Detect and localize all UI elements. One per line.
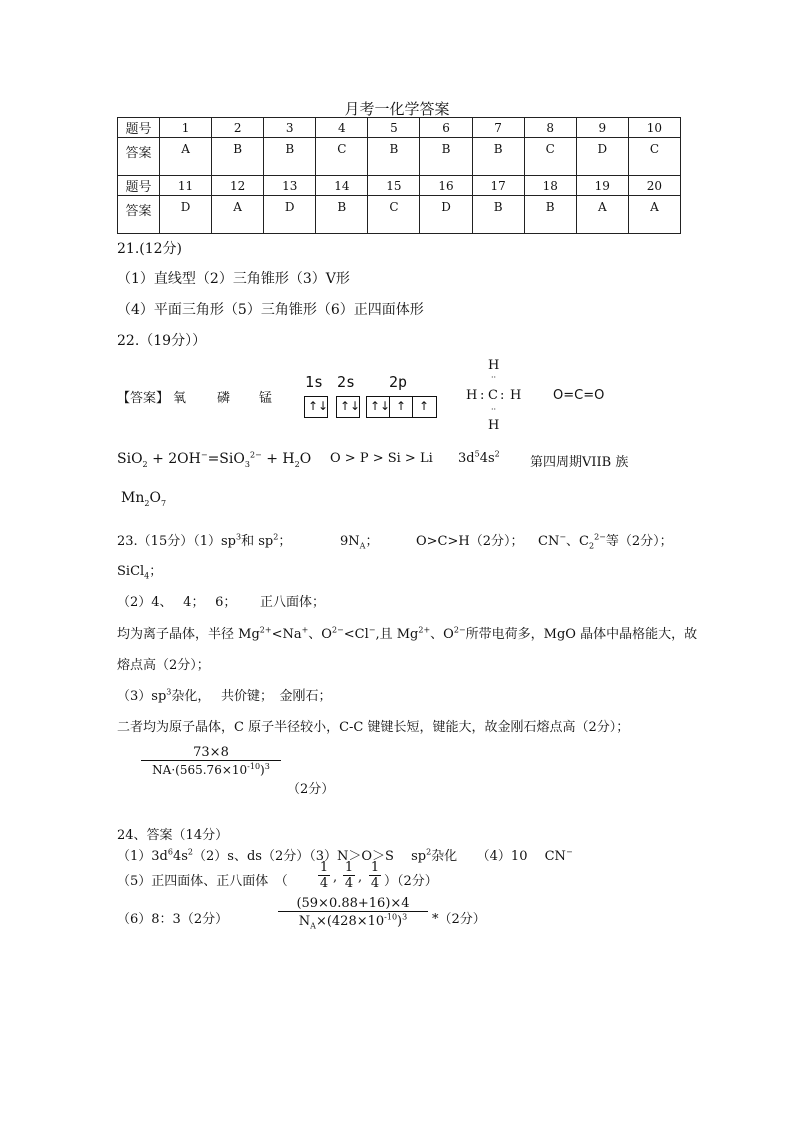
q23-na (340, 530, 378, 549)
q23-line-3: 均为离子晶体，半径 $Mg^{2+}<Na^+$、$O^{2-}<Cl^-$,且 $Mg^{2+}$、$O^{2-}$所带电荷多，MgO 晶体中晶格能大，故 (117, 625, 698, 642)
q24-frac-b-num: 1 (344, 860, 354, 875)
table-cell: B (264, 138, 316, 176)
q22-element-manganese: 锰 (259, 391, 273, 406)
q24-l1a: （1）3d (117, 849, 168, 864)
q23-cn-mid: 、C (566, 534, 589, 549)
q24-frac-a (318, 860, 330, 891)
q23-l3g: 所带电荷多，MgO 晶体中晶格能大，故 (465, 627, 698, 642)
q23-line-4: 熔点高（2分）； (117, 658, 210, 673)
config-4s: 4s (479, 451, 495, 466)
q24-frac2-den-sub: A (310, 921, 316, 931)
table-cell: A (160, 138, 212, 176)
spin-pair-arrows-icon: ↑↓ (340, 399, 361, 413)
table-cell: 10 (628, 118, 680, 138)
q23-cn-tail: 等（2分）； (605, 534, 673, 549)
q23-na-value: 9N (340, 534, 360, 549)
table-cell: D (264, 196, 316, 234)
table-cell: 12 (212, 176, 264, 196)
q23-head: 23.（15分）（1）sp (117, 534, 236, 549)
q24-comma-1: , (333, 870, 338, 885)
table-cell: C (316, 138, 368, 176)
lewis-c: C (488, 388, 498, 403)
table-cell: B (472, 138, 524, 176)
q24-l1b: 4s (172, 849, 188, 864)
q23-cn-text: CN (538, 534, 560, 549)
lewis-colon-left: : (480, 388, 485, 403)
orbital-label-2p: 2p (389, 373, 408, 391)
q22-order: O > P > Si > Li (330, 451, 433, 466)
q23-l3d: <Cl (343, 627, 369, 642)
q22-config: $3d^54s^2$ (458, 449, 500, 466)
table-cell: 20 (628, 176, 680, 196)
table-cell: B (212, 138, 264, 176)
orbital-box-2p (366, 396, 437, 418)
orbital-box-1s (304, 396, 328, 418)
table-cell: B (368, 138, 420, 176)
lewis-dots-bottom: ·· (491, 405, 497, 414)
q22-element-oxygen: 氧 (173, 391, 187, 406)
q23-line-5: $(3)sp^3$杂化， 共价键； 金刚石； (117, 687, 332, 704)
q24-line-1: $(1)3d^64s^2(2)s$、ds（2分）（3）N＞O＞S $sp^2$杂化 （4）10 CN− (117, 847, 573, 864)
table-cell: 6 (420, 118, 472, 138)
table-cell: 17 (472, 176, 524, 196)
lewis-dots-top: ·· (491, 373, 497, 382)
q24-frac-c (369, 860, 381, 891)
q24-comma-2: , (358, 870, 363, 885)
table-cell: A (576, 196, 628, 234)
table-cell: 19 (576, 176, 628, 196)
table-cell: 11 (160, 176, 212, 196)
q24-l1c: （2）s、ds（2分）（3）N＞O＞S sp (193, 849, 427, 864)
table-cell: C (628, 138, 680, 176)
q24-frac-b-den: 4 (344, 876, 354, 891)
spin-pair-arrows-icon: ↑↓ (370, 399, 391, 413)
page-title: 月考一化学答案 (344, 100, 450, 118)
q23-na-sub: A (359, 541, 366, 551)
table-cell: 18 (524, 176, 576, 196)
table-cell: B (316, 196, 368, 234)
lewis-h-bottom: H (488, 418, 500, 433)
q23-fraction (141, 745, 281, 777)
q23-cn: CN−、$C_2^{2-}$等（2分）； (538, 532, 673, 551)
q23-sicl-sub: 4 (144, 571, 150, 581)
eq-2oh: + 2OH (152, 451, 201, 467)
orbital-box-2s (336, 396, 360, 418)
table-cell: C (368, 196, 420, 234)
q23-l3e: ,且 Mg (375, 627, 419, 642)
q24-frac2-den-b: ×(428×10 (315, 914, 385, 929)
q21-line-1: （1）直线型（2）三角锥形（3）V形 (117, 271, 350, 287)
table-cell: B (472, 196, 524, 234)
answer-table (117, 117, 681, 234)
spin-pair-arrows-icon: ↑↓ (308, 399, 329, 413)
q23-sicl-tail: ； (149, 564, 163, 579)
table-label-number: 题号 (118, 176, 160, 196)
table-cell: C (524, 138, 576, 176)
q23-frac-den-close: ) (260, 763, 265, 777)
lewis-h-right: H (510, 388, 522, 403)
spin-up-arrow-icon: ↑ (396, 399, 407, 413)
q24-line-3-start: （6）8：3（2分） (117, 912, 229, 927)
table-cell: A (212, 196, 264, 234)
q22-heading: 22.（19分）） (117, 333, 207, 349)
table-cell: 4 (316, 118, 368, 138)
q23-frac-den-cube: 3 (264, 762, 270, 771)
q23-frac-den-text: NA·(565.76×10 (152, 763, 248, 777)
q23-l3f: 、O (430, 627, 454, 642)
q24-line-2-end: ）（2分） (384, 874, 438, 889)
table-cell: 3 (264, 118, 316, 138)
q23-frac-den-exp: -10 (247, 762, 261, 771)
q23-frac-denominator (141, 760, 281, 777)
lewis-h-top: H (488, 358, 500, 373)
table-label-answer: 答案 (118, 196, 160, 234)
q22-period: 第四周期VIIB 族 (530, 455, 629, 470)
lewis-h-left: H (466, 388, 478, 403)
q24-frac2-den-cube: 3 (402, 912, 408, 922)
table-cell: D (576, 138, 628, 176)
q24-frac2-denominator (278, 911, 428, 929)
table-cell: 7 (472, 118, 524, 138)
eq-h2o: + H (266, 451, 295, 467)
table-cell: 14 (316, 176, 368, 196)
q24-frac-b (343, 860, 355, 891)
q23-sicl-text: SiCl (117, 564, 145, 579)
q24-fraction (278, 896, 428, 929)
q23-line-1: 23.（15分）$(1)sp^3$和 $sp^2$； (117, 532, 292, 549)
table-cell: 5 (368, 118, 420, 138)
q24-frac2-den-exp: -10 (384, 912, 398, 922)
co2-structure: O=C=O (553, 388, 605, 403)
q22-equation: $SiO_2 + 2OH^-=SiO_3^{2-} + H_2O$ (117, 450, 312, 469)
q24-frac2-den-n: N (298, 914, 311, 929)
table-row-numbers-1 (118, 118, 681, 138)
q23-l3b: <Na (271, 627, 302, 642)
table-cell: B (524, 196, 576, 234)
q24-frac-a-den: 4 (319, 876, 329, 891)
table-cell: 16 (420, 176, 472, 196)
q24-heading: 24、答案（14分） (117, 828, 229, 843)
eq-sio: SiO (117, 451, 143, 467)
q23-line-6: 二者均为原子晶体，C 原子半径较小，C-C 键键长短，键能大，故金刚石熔点高（2分）； (117, 720, 630, 735)
q23-line-2: （2）4、 4； 6； 正八面体； (117, 595, 325, 610)
lewis-colon-right: : (500, 388, 505, 403)
q23-l5a: （3）sp (117, 689, 167, 704)
q24-frac2-numerator: (59×0.88+16)×4 (296, 896, 410, 911)
orbital-label-1s: 1s (305, 373, 324, 391)
config-3d: 3d (458, 451, 475, 466)
table-cell: D (420, 196, 472, 234)
table-cell: 15 (368, 176, 420, 196)
orbital-divider (389, 397, 390, 417)
q23-na-tail: ； (365, 534, 379, 549)
q23-l3c: 、O (308, 627, 332, 642)
orbital-label-2s: 2s (337, 373, 356, 391)
q24-line-2-start: （5）正四面体、正八面体 （ (117, 874, 288, 889)
table-cell: 13 (264, 176, 316, 196)
table-label-answer: 答案 (118, 138, 160, 176)
table-row-answers-1 (118, 138, 681, 176)
q23-sicl4 (117, 560, 162, 579)
table-cell: A (628, 196, 680, 234)
table-label-number: 题号 (118, 118, 160, 138)
q24-l1d: 杂化 （4）10 CN (431, 849, 566, 864)
spin-up-arrow-icon: ↑ (419, 399, 430, 413)
eq-sio3: =SiO (207, 451, 245, 467)
q23-head-c: ； (278, 534, 292, 549)
q22-answer-label: 【答案】 (117, 391, 170, 406)
q24-line-3-end: *（2分） (432, 912, 486, 927)
table-row-numbers-2 (118, 176, 681, 196)
q23-head-b: 和 sp (241, 534, 274, 549)
table-cell: 2 (212, 118, 264, 138)
q24-frac-c-den: 4 (370, 876, 380, 891)
q22-mn2o7: $Mn_2O_7$ (121, 490, 167, 508)
q24-frac-c-num: 1 (370, 860, 380, 875)
q21-line-2: （4）平面三角形（5）三角锥形（6）正四面体形 (117, 302, 424, 318)
orbital-divider (412, 397, 413, 417)
q21-heading: 21.(12分) (117, 241, 183, 257)
table-row-answers-2 (118, 196, 681, 234)
eq-o: O (299, 451, 312, 467)
table-cell: B (420, 138, 472, 176)
q23-l5b: 杂化， 共价键； 金刚石； (171, 689, 332, 704)
mn: Mn (121, 490, 145, 506)
q23-frac-score: （2分） (287, 782, 335, 797)
table-cell: 1 (160, 118, 212, 138)
table-cell: 8 (524, 118, 576, 138)
q23-ocn: O>C>H（2分）； (416, 534, 524, 549)
q23-frac-numerator: 73×8 (193, 745, 229, 760)
q24-frac2-den-c: ) (397, 914, 403, 929)
q23-l3a: 均为离子晶体，半径 Mg (117, 627, 260, 642)
q24-frac-a-num: 1 (319, 860, 329, 875)
q22-element-phosphorus: 磷 (217, 391, 231, 406)
mn-o: O (149, 490, 161, 506)
table-cell: 9 (576, 118, 628, 138)
table-cell: D (160, 196, 212, 234)
